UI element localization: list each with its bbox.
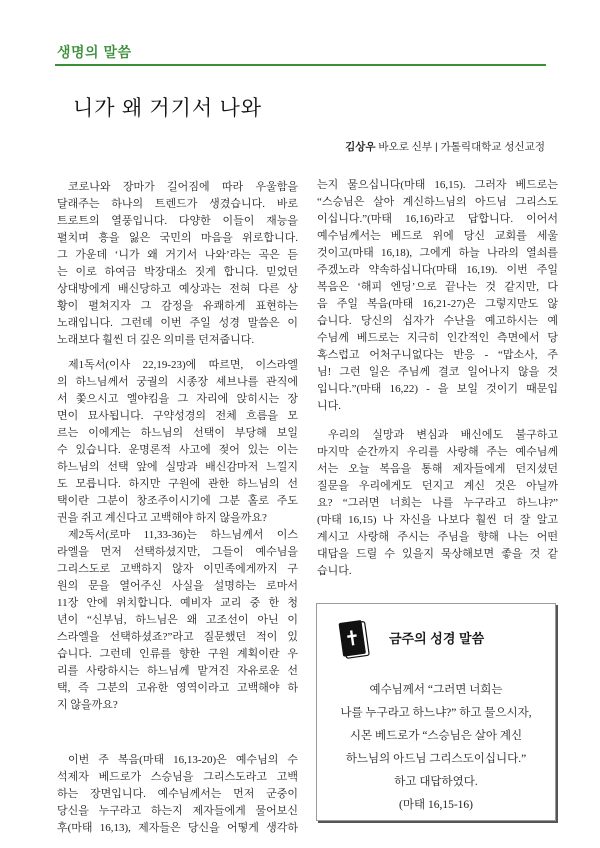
- bible-icon: [337, 618, 373, 662]
- body-line: 니다.: [317, 400, 342, 412]
- body-line: 당신을 누구라고 하는지 제자들에게 물어보신: [57, 805, 298, 817]
- paragraph: [57, 527, 298, 714]
- scripture-quote: [317, 679, 555, 817]
- scripture-box-title: 금주의 성경 말씀: [389, 631, 485, 646]
- body-line: 노래보다 훨씬 더 깊은 의미를 던져줍니다.: [57, 334, 255, 346]
- body-line: 대답을 드릴 수 있을지 묵상해보면 좋을 것 같: [317, 548, 558, 560]
- paragraph: [57, 752, 298, 837]
- body-line: 이십니다.”(마태 16,16)라고 답합니다. 이어서: [317, 213, 558, 225]
- body-line: 수 있습니다. 운명론적 사고에 젖어 있는 이는: [57, 444, 298, 456]
- body-line: 것이고(마태 16,18), 그에게 하늘 나라의 열쇠를: [317, 247, 558, 259]
- body-line: “스승님은 살아 계신하느님의 아드님 그리스도: [317, 196, 558, 208]
- body-line: 예수님께서는 베드로 위에 당신 교회를 세울: [317, 230, 558, 242]
- paragraph: [317, 427, 558, 580]
- body-line: 이번 주 복음(마태 16,13-20)은 예수님의 수: [68, 754, 298, 766]
- body-line: 노래입니다. 그런데 이번 주일 성경 말씀은 이: [57, 317, 298, 329]
- body-line: 달래주는 하나의 트렌드가 생겼습니다. 바로: [57, 198, 298, 210]
- body-line: 계시고 사랑해 주시는 주님을 향해 나는 어떤: [317, 531, 558, 543]
- scripture-reference: (마태 16,15-16): [399, 799, 473, 811]
- body-line: 습니다. 당신의 십자가 수난을 예고하시는 예: [317, 315, 558, 327]
- body-line: 복음은 ‘해피 엔딩’으로 끝나는 것 같지만, 다: [317, 281, 558, 293]
- author-title: 바오로 신부: [378, 141, 433, 153]
- body-line: 서 쫓으시고 엘야킴을 그 자리에 앉히시는 장: [57, 393, 298, 405]
- author-name: 김상우: [345, 141, 376, 153]
- scripture-line: 예수님께서 “그러면 너희는: [369, 684, 503, 696]
- body-line: 석제자 베드로가 스승님을 그리스도라고 고백: [57, 771, 298, 783]
- section-title: 생명의 말씀: [57, 44, 132, 60]
- body-line: 님! 그런 일은 주님께 결코 일어나지 않을 것: [317, 366, 558, 378]
- body-line: 리를 사랑하시는 하느님께 맡겨진 자유로운 선: [57, 665, 298, 677]
- body-line: 권을 쥐고 계신다고 고백해야 하지 않을까요?: [57, 512, 267, 524]
- author-institution: 가톨릭대학교 성신교정: [440, 141, 545, 153]
- body-line: 그 가운데 ‘니가 왜 거기서 나와’라는 곡은 듣: [57, 249, 298, 261]
- body-line: 제2독서(로마 11,33-36)는 하느님께서 이스: [68, 529, 298, 541]
- body-line: 습니다. 그런데 인류를 향한 구원 계획이란 우: [57, 648, 298, 660]
- body-line: 택, 즉 그분의 고유한 영역이라고 고백해야 하: [57, 682, 298, 694]
- body-line: 하느님의 선택 앞에 실망과 배신감마저 느낄지: [57, 461, 298, 473]
- body-line: 입니다.”(마태 16,22) - 을 보일 것이기 때문입: [317, 383, 558, 395]
- body-line: 원의 문을 열어주신 사실을 설명하는 로마서: [57, 580, 298, 592]
- body-line: 마지막 순간까지 우리를 사랑해 주는 예수님께: [317, 446, 558, 458]
- scripture-line: 하느님의 아드님 그리스도이십니다.”: [345, 753, 527, 765]
- body-line: 스라엘을 선택하셨죠?”라고 질문했던 적이 있: [57, 631, 298, 643]
- body-line: 황이 펼쳐지자 그 감정을 유쾌하게 표현하는: [57, 300, 298, 312]
- body-line: 면이 묘사됩니다. 구약성경의 전체 흐름을 모: [57, 410, 298, 422]
- body-line: 택이란 그분이 창조주이시기에 그분 홀로 주도: [57, 495, 298, 507]
- body-line: 년이 “신부님, 하느님은 왜 고조선이 아닌 이: [57, 614, 298, 626]
- body-line: 상대방에게 배신당하고 예상과는 전혀 다른 상: [57, 283, 298, 295]
- body-line: 습니다.: [317, 565, 352, 577]
- paragraph: [57, 179, 298, 349]
- body-line: 는지 물으십니다(마태 16,15). 그러자 베드로는: [317, 179, 558, 191]
- body-line: 그리스도로 고백하지 않자 이민족에게까지 구: [57, 563, 298, 575]
- body-line: 수님께 베드로는 지극히 인간적인 측면에서 당: [317, 332, 558, 344]
- body-line: 의 하느님께서 궁궐의 시종장 셰브나를 관직에: [57, 376, 298, 388]
- body-line: 하는 장면입니다. 예수님께서는 먼저 군중이: [57, 788, 298, 800]
- body-line: (마태 16,15) 나 자신을 나보다 훨씬 더 잘 알고: [317, 514, 558, 526]
- body-line: 요? “그러면 너희는 나를 누구라고 하느냐?”: [317, 497, 558, 509]
- scripture-line: 시몬 베드로가 “스승님은 살아 계신: [349, 730, 523, 742]
- body-line: 11장 안에 위치합니다. 예비자 교리 중 한 청: [57, 597, 298, 609]
- body-line: 제1독서(이사 22,19-23)에 따르면, 이스라엘: [68, 359, 298, 371]
- scripture-box: [316, 603, 556, 821]
- body-line: 르는 이에게는 하느님의 선택이 부당해 보일: [57, 427, 298, 439]
- body-line: 음 주일 복음(마태 16,21-27)은 그렇지만도 않: [317, 298, 558, 310]
- body-line: 코로나와 장마가 길어짐에 따라 우울함을: [68, 181, 298, 193]
- article-title: 니가 왜 거기서 나와: [73, 96, 263, 120]
- body-line: 후(마태 16,13), 제자들은 당신을 어떻게 생각하: [57, 822, 298, 834]
- body-line: 질문을 우리에게도 던지고 계신 것은 아닐까: [317, 480, 558, 492]
- body-line: 라엘을 먼저 선택하셨지만, 그들이 예수님을: [57, 546, 298, 558]
- paragraph: [317, 177, 558, 415]
- body-line: 펼치며 흥을 잃은 국민의 마음을 위로합니다.: [57, 232, 298, 244]
- section-divider: [55, 64, 546, 66]
- body-line: 서는 오늘 복음을 통해 제자들에게 던지셨던: [317, 463, 558, 475]
- body-line: 우리의 실망과 변심과 배신에도 불구하고: [328, 429, 558, 441]
- byline: [345, 140, 545, 154]
- body-line: 혹스럽고 어처구니없다는 반응 - “맙소사, 주: [317, 349, 558, 361]
- body-line: 트로트의 열풍입니다. 다양한 이들이 재능을: [57, 215, 298, 227]
- byline-separator: |: [434, 141, 438, 153]
- body-line: 주겠노라 약속하십니다(마태 16,19). 이번 주일: [317, 264, 558, 276]
- body-line: 는 이로 하여금 박장대소 짓게 합니다. 믿었던: [57, 266, 298, 278]
- paragraph: [57, 357, 298, 527]
- body-line: 도 모릅니다. 하지만 구원에 관한 하느님의 선: [57, 478, 298, 490]
- scripture-line: 하고 대답하였다.: [394, 776, 478, 788]
- scripture-line: 나를 누구라고 하느냐?” 하고 물으시자,: [340, 707, 532, 719]
- body-line: 지 않을까요?: [57, 699, 118, 711]
